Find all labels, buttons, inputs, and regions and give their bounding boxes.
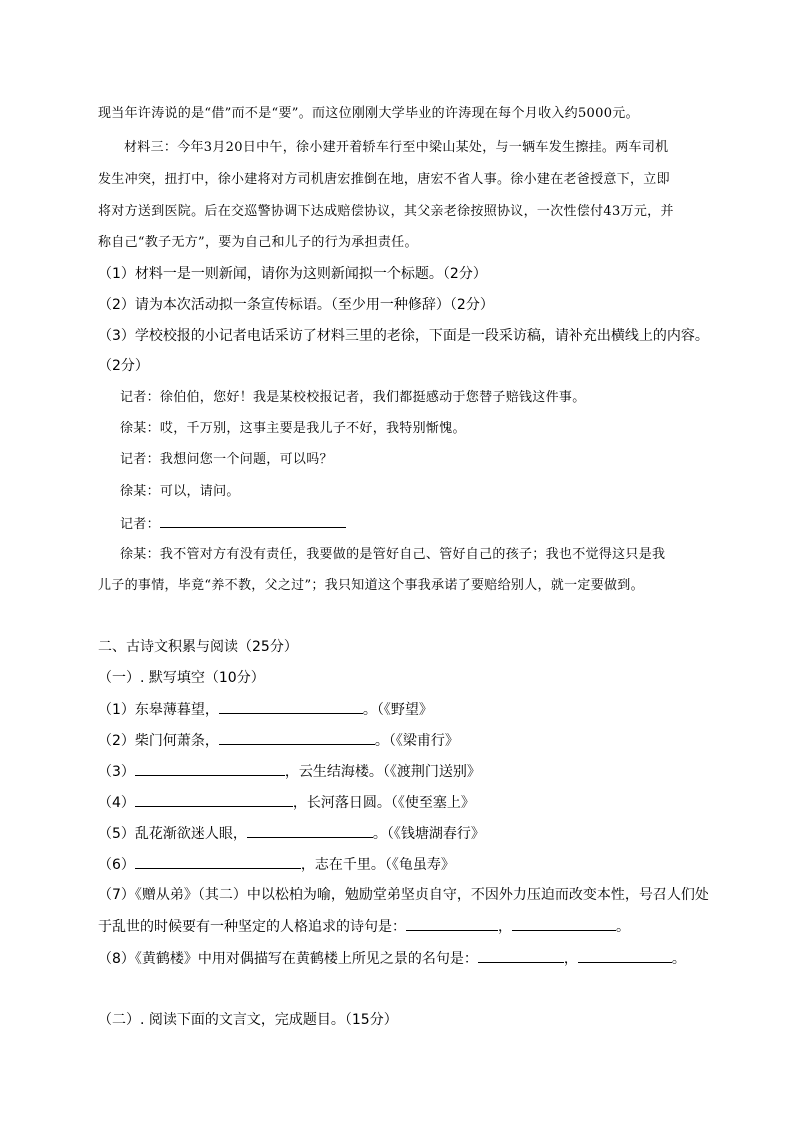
fill-3-source: ，云生结海楼。（《渡荆门送别》	[284, 764, 481, 780]
fill-8-end: 。	[671, 951, 686, 967]
fill-item-7-line2	[98, 916, 630, 937]
fill-1-blank[interactable]	[219, 699, 363, 714]
subsection-title-2: （二）. 阅读下面的文言文，完成题目。（15分）	[98, 1012, 398, 1028]
interview-line-1: 记者：徐伯伯，您好！我是某校校报记者，我们都挺感动于您替子赔钱这件事。	[120, 390, 586, 405]
question-2: （2）请为本次活动拟一条宣传标语。（至少用一种修辞）（2分）	[98, 297, 494, 313]
interview-line-3: 记者：我想问您一个问题，可以吗？	[120, 452, 333, 467]
fill-item-1	[98, 699, 433, 720]
fill-item-4	[98, 792, 475, 813]
fill-4-prompt: （4）	[98, 795, 135, 811]
fill-8-prompt: （8）《黄鹤楼》中用对偶描写在黄鹤楼上所见之景的名句是：	[98, 951, 478, 967]
question-3-score: （2分）	[98, 358, 149, 374]
fill-5-blank[interactable]	[247, 823, 373, 838]
fill-5-prompt: （5）乱花渐欲迷人眼，	[98, 826, 247, 842]
fill-item-7-line1: （7）《赠从弟》（其二）中以松柏为喻，勉励堂弟坚贞自守，不因外力压迫而改变本性，号召人们处	[98, 887, 709, 903]
material-two-end: 现当年许涛说的是“借”而不是“要”。而这位刚刚大学毕业的许涛现在每个月收入约5000元。	[98, 106, 639, 121]
fill-4-source: ，长河落日圆。（《使至塞上》	[292, 795, 475, 811]
interview-line-6: 徐某：我不管对方有没有责任，我要做的是管好自己、管好自己的孩子；我也不觉得这只是我	[120, 547, 666, 562]
fill-7-sep: ，	[498, 919, 512, 935]
fill-2-source: 。（《梁甫行》	[374, 733, 459, 749]
fill-8-blank-1[interactable]	[478, 948, 564, 963]
fill-6-blank[interactable]	[135, 854, 301, 869]
fill-1-prompt: （1）东皋薄暮望，	[98, 702, 219, 718]
fill-5-source: 。（《钱塘湖春行》	[372, 826, 485, 842]
fill-3-blank[interactable]	[135, 761, 285, 776]
interview-line-5	[120, 513, 346, 535]
section-title: 二、古诗文积累与阅读（25分）	[98, 639, 298, 655]
fill-1-source: 。（《野望》	[362, 702, 433, 718]
answer-blank[interactable]	[160, 513, 346, 528]
fill-item-3	[98, 761, 481, 782]
fill-8-sep: ，	[563, 951, 578, 967]
material-three-line4: 称自己“教子无方”，要为自己和儿子的行为承担责任。	[98, 235, 418, 250]
material-three-line2: 发生冲突，扭打中，徐小建将对方司机唐宏推倒在地，唐宏不省人事。徐小建在老爸授意下，立即	[98, 172, 670, 187]
fill-2-blank[interactable]	[219, 730, 375, 745]
subsection-title-1: （一）. 默写填空（10分）	[98, 670, 265, 686]
interview-line-2: 徐某：哎，千万别，这事主要是我儿子不好，我特别惭愧。	[120, 421, 466, 436]
fill-item-2	[98, 730, 459, 751]
fill-7-blank-2[interactable]	[512, 916, 616, 931]
fill-2-prompt: （2）柴门何萧条，	[98, 733, 219, 749]
fill-item-5	[98, 823, 485, 844]
material-three-line3: 将对方送到医院。后在交巡警协调下达成赔偿协议，其父亲老徐按照协议，一次性偿付43万元，并	[98, 204, 674, 219]
fill-item-8	[98, 948, 686, 969]
fill-7-end: 。	[616, 919, 630, 935]
interview-reporter-label: 记者：	[120, 517, 160, 532]
fill-item-6	[98, 854, 455, 875]
interview-line-7: 儿子的事情，毕竟“养不教，父之过”；我只知道这个事我承诺了要赔给别人，就一定要做到。	[98, 578, 644, 593]
fill-6-source: ，志在千里。（《龟虽寿》	[300, 857, 455, 873]
question-1: （1）材料一是一则新闻，请你为这则新闻拟一个标题。（2分）	[98, 266, 487, 282]
fill-7-blank-1[interactable]	[406, 916, 498, 931]
material-three-line1: 材料三：今年3月20日中午，徐小建开着轿车行至中梁山某处，与一辆车发生擦挂。两车司机	[124, 140, 669, 155]
fill-6-prompt: （6）	[98, 857, 135, 873]
fill-4-blank[interactable]	[135, 792, 293, 807]
fill-8-blank-2[interactable]	[578, 948, 672, 963]
interview-line-4: 徐某：可以，请问。	[120, 484, 240, 499]
fill-3-prompt: （3）	[98, 764, 135, 780]
question-3: （3）学校校报的小记者电话采访了材料三里的老徐，下面是一段采访稿，请补充出横线上的内容。	[98, 328, 709, 344]
fill-7-prompt: 于乱世的时候要有一种坚定的人格追求的诗句是：	[98, 919, 406, 935]
